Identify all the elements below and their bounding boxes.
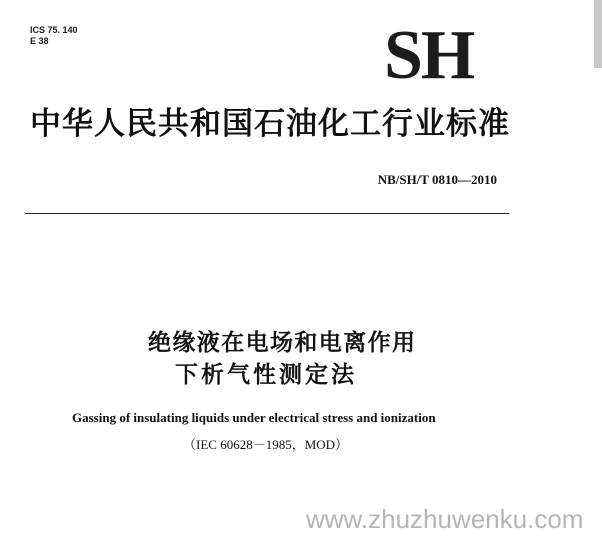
vertical-scrollbar[interactable] — [594, 0, 602, 536]
sh-logo: SH — [384, 17, 474, 94]
title-english: Gassing of insulating liquids under electrical stress and ionization — [72, 410, 436, 425]
standard-number: NB/SH/T 0810—2010 — [377, 172, 497, 187]
adoption-note: （IEC 60628－1985，MOD） — [183, 437, 349, 452]
classification-code: E 38 — [30, 36, 49, 46]
title-cn-line-1: 绝缘液在电场和电离作用 — [148, 330, 417, 356]
watermark-text: www.zhuzhuwenku.com — [306, 504, 584, 534]
issuer-heading: 中华人民共和国石油化工行业标准 — [30, 106, 510, 142]
title-cn-line-2: 下析气性测定法 — [175, 362, 357, 388]
ics-code: ICS 75. 140 — [30, 25, 78, 35]
scrollbar-thumb[interactable] — [594, 0, 602, 68]
header-divider — [25, 213, 509, 214]
